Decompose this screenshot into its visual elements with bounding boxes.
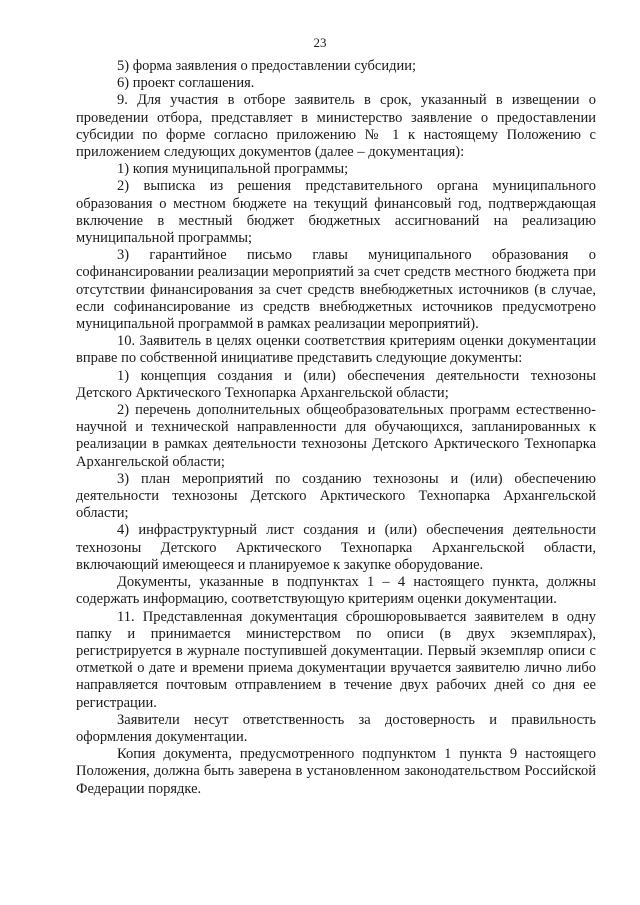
list-item-5-application-form: 5) форма заявления о предоставлении субсидии; — [117, 58, 417, 74]
list-item-9-2: 2) выписка из решения представительного органа муниципального образования о местном бюджете на текущий финансовый год, подтверждающая включение в местный бюджет бюджетных ассигнований на реализацию муниципальной программы; — [76, 178, 596, 247]
list-item-10-2: 2) перечень дополнительных общеобразовательных программ естественно-научной и технической направленности для обучающихся, запланированных к реализации в рамках деятельности технозоны Детского Арктического Технопарка Архангельской области; — [76, 402, 596, 470]
page-number: 23 — [313, 35, 327, 50]
list-item-6-draft-agreement: 6) проект соглашения. — [117, 75, 255, 92]
document-body — [76, 58, 596, 798]
paragraph-11: 11. Представленная документация сброшюровывается заявителем в одну папку и принимается министерством по описи (в двух экземплярах), регистрируется в журнале поступившей документации. Первый экземпляр описи с отметкой о дате и времени приема документации вручается заявителю лично либо направляется почтовым отправлением в течение двух рабочих дней со дня ее регистрации. — [76, 608, 596, 711]
paragraph-copy-certification: Копия документа, предусмотренного подпунктом 1 пункта 9 настоящего Положения, должна быть заверена в установленном законодательством Российской Федерации порядке. — [76, 746, 596, 797]
list-item-10-1: 1) концепция создания и (или) обеспечения деятельности технозоны Детского Арктического Технопарка Архангельской области; — [76, 367, 596, 401]
list-item-10-4: 4) инфраструктурный лист создания и (или) обеспечения деятельности технозоны Детского Арктического Технопарка Архангельской области, включающий имеющееся и планируемое к закупке оборудование. — [76, 522, 596, 573]
list-item-10-3: 3) план мероприятий по созданию технозоны и (или) обеспечению деятельности технозоны Детского Арктического Технопарка Архангельской области; — [76, 470, 596, 522]
list-item-9-3: 3) гарантийное письмо главы муниципального образования о софинансировании реализации мероприятий за счет средств местного бюджета при отсутствии финансирования за счет средств внебюджетных источников (в случае, если софинансирование из средств внебюджетных источников предусмотрено муниципальной программой в рамках реализации мероприятий). — [76, 247, 596, 333]
paragraph-applicants-responsibility: Заявители несут ответственность за достоверность и правильность оформления документации. — [76, 711, 596, 745]
paragraph-10: 10. Заявитель в целях оценки соответствия критериям оценки документации вправе по собственной инициативе представить следующие документы: — [76, 333, 596, 367]
paragraph-9: 9. Для участия в отборе заявитель в срок, указанный в извещении о проведении отбора, представляет в министерство заявление о предоставлении субсидии по форме согласно приложению № 1 к настоящему Положению с приложением следующих документов (далее – документация): — [76, 92, 596, 161]
paragraph-documents-content: Документы, указанные в подпунктах 1 – 4 настоящего пункта, должны содержать информацию, соответствующую критериям оценки документации. — [76, 574, 596, 608]
list-item-9-1: 1) копия муниципальной программы; — [117, 161, 349, 178]
